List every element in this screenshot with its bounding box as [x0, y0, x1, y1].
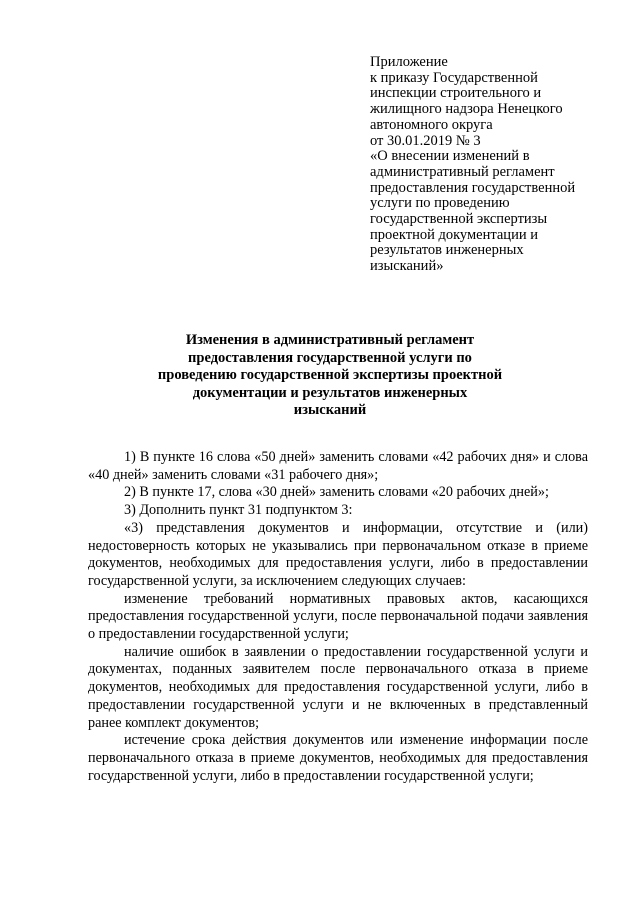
paragraph-exception-2: наличие ошибок в заявлении о предоставлении государственной услуги и документах, поданных заявителем после первоначального отказа в приеме документов, необходимых для предоставления государственной услуги, либо в предоставлении государственной услуги и не включенных в представленный ранее комплект документов;	[88, 643, 588, 731]
appendix-line: изысканий»	[370, 258, 444, 275]
title-line: Изменения в административный регламент	[185, 332, 475, 348]
appendix-line: административный регламент	[370, 163, 555, 180]
appendix-line: «О внесении изменений в	[370, 148, 530, 165]
appendix-line: инспекции строительного и	[370, 85, 542, 102]
paragraph-subitem-3: «3) представления документов и информации, отсутствие и (или) недостоверность которых не указывались при первоначальном отказе в приеме документов, необходимых для предоставления услуги, либо в предоставлении государственной услуги, за исключением следующих случаев:	[88, 519, 588, 589]
paragraph-item-1: 1) В пункте 16 слова «50 дней» заменить словами «42 рабочих дня» и слова «40 дней» заменить словами «31 рабочего дня»;	[88, 449, 588, 483]
paragraph-item-2: 2) В пункте 17, слова «30 дней» заменить словами «20 рабочих дней»;	[124, 484, 549, 501]
title-line: предоставления государственной услуги по	[188, 349, 472, 366]
appendix-line: результатов инженерных	[370, 242, 524, 259]
appendix-line: государственной экспертизы	[370, 211, 548, 228]
title-line: документации и результатов инженерных	[192, 384, 468, 401]
appendix-line: Приложение	[370, 54, 448, 70]
paragraph-exception-1: изменение требований нормативных правовых актов, касающихся предоставления государственной услуги, после первоначальной подачи заявления о предоставлении государственной услуги;	[88, 590, 588, 643]
appendix-line: от 30.01.2019 № 3	[370, 132, 481, 149]
paragraph-item-3: 3) Дополнить пункт 31 подпунктом 3:	[124, 502, 353, 519]
appendix-line: автономного округа	[370, 116, 493, 133]
appendix-line: жилищного надзора Ненецкого	[370, 101, 563, 118]
appendix-line: к приказу Государственной	[370, 69, 538, 86]
appendix-line: услуги по проведению	[370, 195, 510, 212]
title-line: проведению государственной экспертизы проектной	[157, 367, 503, 383]
appendix-line: предоставления государственной	[370, 179, 576, 196]
appendix-line: проектной документации и	[370, 226, 538, 243]
title-line: изысканий	[293, 402, 367, 418]
appendix-header	[370, 55, 620, 275]
document-title	[90, 332, 570, 420]
document-body	[88, 449, 588, 785]
paragraph-exception-3: истечение срока действия документов или изменение информации после первоначального отказа в приеме документов, необходимых для предоставления государственной услуги, либо в предоставлении государственной услуги;	[88, 732, 588, 784]
